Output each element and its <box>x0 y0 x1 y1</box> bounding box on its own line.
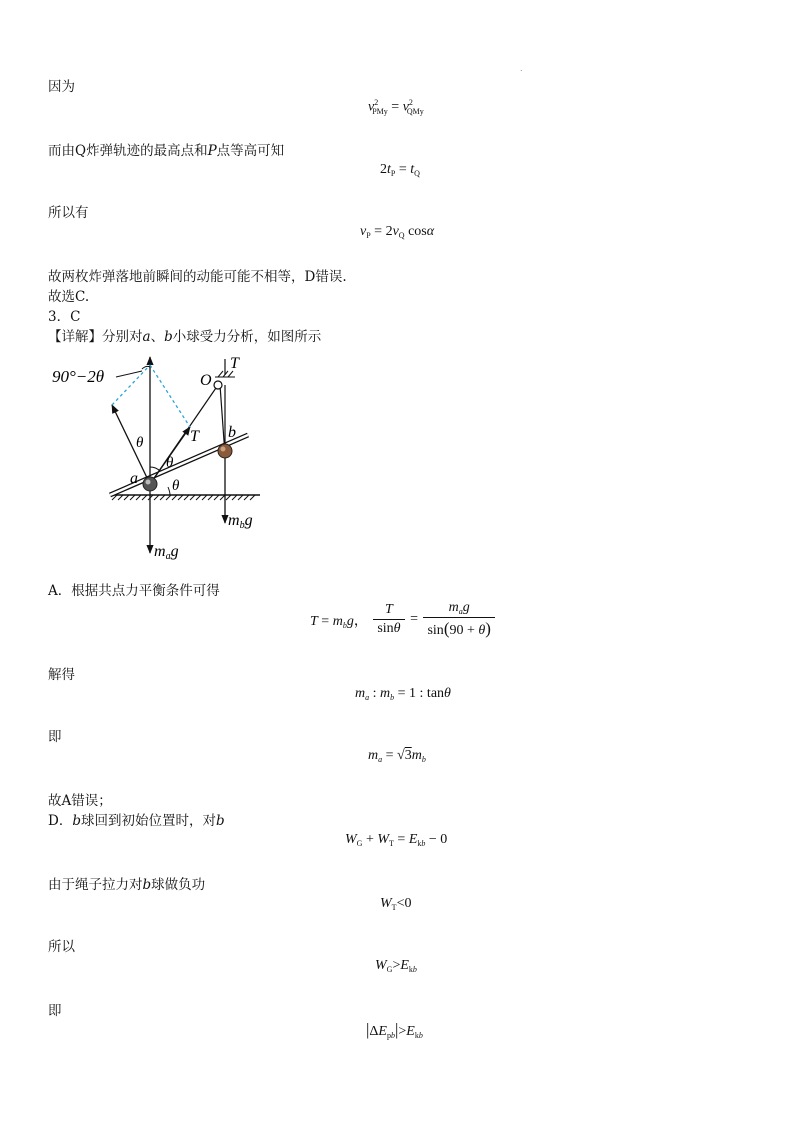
label-T-top: T <box>230 355 239 372</box>
label-O: O <box>200 372 212 389</box>
line-suoyi: 所以 <box>48 939 75 955</box>
line-because: 因为 <box>48 79 75 95</box>
ball-b <box>218 444 232 458</box>
line-choose-c: 故选C. <box>48 289 90 305</box>
line-q-highest: 而由Q炸弹轨迹的最高点和P点等高可知 <box>48 143 285 159</box>
angle-label: 90°−2θ <box>52 367 105 386</box>
line-ji-2: 即 <box>48 1003 62 1019</box>
eq-wt-negative: $W_T<0$ <box>380 896 412 912</box>
theta-arc-1 <box>150 467 160 471</box>
eq-work-energy: $W_G + W_T = E_{kb} - 0$ <box>345 832 448 848</box>
label-theta-1: θ <box>136 435 144 451</box>
ball-a-highlight <box>146 480 151 485</box>
eq-vp: $v_P = 2v_Q$ cosα <box>360 224 435 240</box>
eq-delta-ep: $|\Delta E_{pb}|>E_{kb}$ <box>366 1020 423 1040</box>
label-mbg: mbg <box>228 512 253 531</box>
theta-arc-2 <box>168 487 170 495</box>
label-a: a <box>130 470 138 487</box>
angle-pointer <box>116 371 142 377</box>
pulley-O <box>214 381 222 389</box>
ball-b-highlight <box>221 447 226 452</box>
label-theta-3: θ <box>172 478 180 494</box>
eq-wg-greater: $W_G>E_{kb}$ <box>375 958 417 974</box>
eq-vy-equal: $v^2_{PMy} = v^2_{QMy}$ <box>368 98 424 116</box>
eq-balance: $T = m_bg$， $\frac{T}{\sin\theta}$ = $\frac{m_ag}{\sin(90 + \theta)}$ <box>310 600 497 639</box>
eq-ratio: $m_a$ : $m_b = 1$ : tanθ <box>355 686 451 702</box>
line-rope: 由于绳子拉力对b球做负功 <box>48 877 206 893</box>
eq-sqrt3: $m_a = √3m_b$ <box>368 748 426 764</box>
line-ji-1: 即 <box>48 729 62 745</box>
line-q3: 3．C <box>48 309 81 325</box>
label-theta-2: θ <box>166 455 174 471</box>
ball-a <box>143 477 157 491</box>
line-d-wrong: 故两枚炸弹落地前瞬间的动能可能不相等，D错误. <box>48 269 347 285</box>
label-T-mid: T <box>190 428 199 445</box>
line-so-have: 所以有 <box>48 205 89 221</box>
ground <box>110 495 260 500</box>
label-b: b <box>228 424 236 441</box>
eq-time: $2t_P = t_Q$ <box>380 162 420 178</box>
label-mag: mag <box>154 543 179 562</box>
line-d: D．b球回到初始位置时，对b <box>48 813 225 829</box>
line-a-label: A．根据共点力平衡条件可得 <box>48 583 220 599</box>
dashed-line-2 <box>150 365 190 427</box>
corner-dot: . <box>520 64 523 73</box>
line-detail: 【详解】分别对a、b小球受力分析，如图所示 <box>48 329 322 345</box>
force-diagram <box>50 355 270 565</box>
dashed-line-1 <box>112 365 150 405</box>
line-solve: 解得 <box>48 667 75 683</box>
line-a-wrong: 故A错误； <box>48 793 112 809</box>
